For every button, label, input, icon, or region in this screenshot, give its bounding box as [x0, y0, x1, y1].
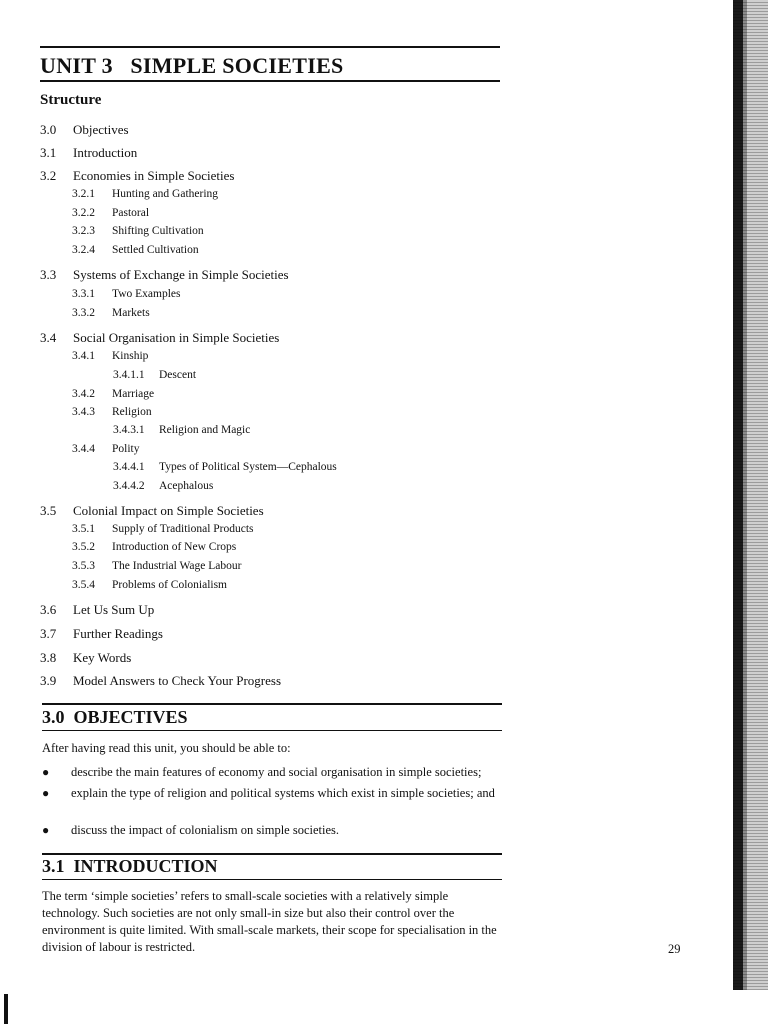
toc-item	[72, 560, 241, 572]
bullet-icon: ●	[42, 823, 50, 837]
toc-item-number: 3.2.3	[72, 225, 95, 237]
toc-item-number: 3.4.4	[72, 443, 95, 455]
toc-item-number: 3.4.1	[72, 350, 95, 362]
toc-item-label: Key Words	[73, 650, 132, 665]
toc-item-label: Introduction of New Crops	[112, 541, 237, 553]
unit-title	[40, 53, 344, 79]
toc-item-label: Social Organisation in Simple Societies	[73, 330, 280, 345]
toc-item-label: Let Us Sum Up	[73, 602, 155, 617]
toc-item	[40, 626, 163, 642]
toc-item-label: Objectives	[73, 122, 129, 137]
toc-item-label: Problems of Colonialism	[112, 579, 227, 591]
toc-item-number: 3.4	[40, 330, 57, 345]
toc-item-label: Kinship	[112, 350, 149, 362]
toc-item-label: The Industrial Wage Labour	[112, 560, 242, 572]
toc-item-label: Settled Cultivation	[112, 244, 199, 256]
toc-item-label: Model Answers to Check Your Progress	[73, 673, 281, 688]
toc-item	[40, 122, 129, 138]
toc-item	[72, 244, 199, 256]
toc-item-number: 3.4.1.1	[113, 369, 145, 381]
toc-item	[72, 225, 204, 237]
toc-item-label: Hunting and Gathering	[112, 188, 219, 200]
toc-item-number: 3.3	[40, 267, 57, 282]
unit-number: UNIT 3	[40, 53, 113, 78]
toc-item	[72, 443, 139, 455]
toc-item-label: Systems of Exchange in Simple Societies	[73, 267, 289, 282]
toc-item	[40, 602, 154, 618]
page-number: 29	[668, 942, 681, 956]
objectives-top-rule	[42, 703, 502, 705]
toc-item	[40, 168, 234, 184]
toc-item-label: Pastoral	[112, 207, 150, 219]
toc-item-label: Religion	[112, 406, 152, 418]
bullet-icon: ●	[42, 786, 50, 800]
toc-item-number: 3.5.4	[72, 579, 95, 591]
toc-item	[72, 388, 154, 400]
toc-item-number: 3.6	[40, 602, 57, 617]
toc-item-number: 3.3.2	[72, 307, 95, 319]
toc-item	[40, 330, 279, 346]
toc-item-number: 3.7	[40, 626, 57, 641]
introduction-heading: 3.1 INTRODUCTION	[42, 856, 218, 876]
toc-item	[40, 503, 264, 519]
toc-item-number: 3.5	[40, 503, 57, 518]
toc-item-label: Descent	[159, 369, 197, 381]
toc-item-label: Introduction	[73, 145, 138, 160]
top-rule	[40, 46, 500, 48]
toc-item-label: Colonial Impact on Simple Societies	[73, 503, 264, 518]
toc-item-label: Two Examples	[112, 288, 181, 300]
bullet-icon: ●	[42, 765, 50, 779]
toc-item-number: 3.4.4.1	[113, 461, 145, 473]
unit-name: SIMPLE SOCIETIES	[130, 53, 344, 78]
objectives-bottom-rule	[42, 730, 502, 731]
toc-item	[113, 461, 337, 473]
toc-item-label: Religion and Magic	[159, 424, 251, 436]
toc-item-label: Polity	[112, 443, 140, 455]
toc-item-label: Types of Political System—Cephalous	[159, 461, 337, 473]
toc-item	[40, 267, 289, 283]
toc-item-label: Shifting Cultivation	[112, 225, 204, 237]
toc-item-number: 3.5.3	[72, 560, 95, 572]
toc-item-number: 3.8	[40, 650, 57, 665]
toc-item	[72, 579, 227, 591]
toc-item	[72, 523, 254, 535]
toc-item-label: Acephalous	[159, 480, 214, 492]
toc-item	[72, 188, 218, 200]
objectives-intro: After having read this unit, you should be able to:	[42, 741, 291, 755]
toc-item-number: 3.4.2	[72, 388, 95, 400]
structure-label: Structure	[40, 92, 102, 108]
toc-item	[72, 406, 152, 418]
toc-item	[113, 424, 250, 436]
toc-item-number: 3.9	[40, 673, 57, 688]
toc-item-label: Supply of Traditional Products	[112, 523, 254, 535]
toc-item	[72, 541, 236, 553]
toc-item-number: 3.4.4.2	[113, 480, 145, 492]
toc-item-label: Marriage	[112, 388, 155, 400]
toc-item-label: Further Readings	[73, 626, 163, 641]
toc-item-label: Markets	[112, 307, 150, 319]
toc-item-number: 3.2.1	[72, 188, 95, 200]
toc-item-number: 3.1	[40, 145, 57, 160]
toc-item	[72, 307, 150, 319]
toc-item	[40, 650, 131, 666]
toc-item-label: Economies in Simple Societies	[73, 168, 235, 183]
toc-item-number: 3.5.2	[72, 541, 95, 553]
toc-item-number: 3.4.3.1	[113, 424, 145, 436]
book-spine-edge	[733, 0, 768, 990]
toc-item	[40, 673, 281, 689]
toc-item-number: 3.2.2	[72, 207, 95, 219]
toc-item	[113, 369, 196, 381]
unit-title-underline	[40, 80, 500, 82]
toc-item	[72, 288, 181, 300]
toc-item-number: 3.5.1	[72, 523, 95, 535]
toc-item	[113, 480, 213, 492]
toc-item	[72, 207, 149, 219]
toc-item-number: 3.2	[40, 168, 57, 183]
toc-item-number: 3.2.4	[72, 244, 95, 256]
toc-item-number: 3.4.3	[72, 406, 95, 418]
introduction-paragraph: The term ‘simple societies’ refers to small-scale societies with a relatively simple technology. Such societies are not only small-in size but also their control over the environment is quite limited. With small-scale markets, their scope for specialisation in the division of labour is restricted.	[42, 889, 497, 954]
toc-item	[72, 350, 148, 362]
scan-mark	[4, 994, 8, 1024]
introduction-bottom-rule	[42, 879, 502, 880]
objectives-heading: 3.0 OBJECTIVES	[42, 707, 188, 727]
toc-item-number: 3.3.1	[72, 288, 95, 300]
toc-item-number: 3.0	[40, 122, 57, 137]
introduction-top-rule	[42, 853, 502, 855]
toc-item	[40, 145, 137, 161]
